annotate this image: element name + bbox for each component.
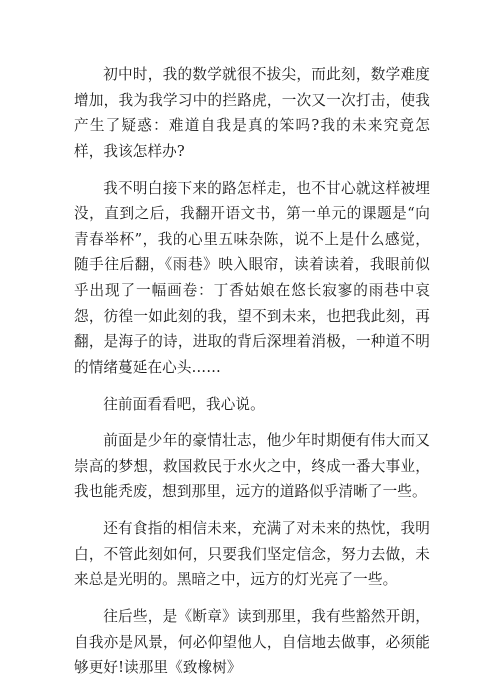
paragraph: 前面是少年的豪情壮志，他少年时期便有伟大而又崇高的梦想，救国救民于水火之中，终成一番大事业，我也能秃废，想到那里，远方的道路似乎清晰了一些。 <box>74 432 430 501</box>
paragraph: 我不明白接下来的路怎样走，也不甘心就这样被埋没，直到之后，我翻开语文书，第一单元的课题是“向青春举杯”，我的心里五味杂陈，说不上是什么感觉，随手往后翻，《雨巷》映入眼帘，读着读着，我眼前似乎出现了一幅画卷：丁香姑娘在悠长寂寥的雨巷中哀怨，彷徨一如此刻的我，望不到未来，也把我此刻，再翻，是海子的诗，进取的背后深埋着消极，一种道不明的情绪蔓延在心头…… <box>74 179 430 376</box>
paragraph: 往后些，是《断章》读到那里，我有些豁然开朗，自我亦是风景，何必仰望他人，自信地去做事，必须能够更好!读那里《致橡树》 <box>74 608 430 677</box>
paragraph: 初中时，我的数学就很不拔尖，而此刻，数学难度增加，我为我学习中的拦路虎，一次又一次打击，使我产生了疑惑：难道自我是真的笨吗?我的未来究竟怎样，我该怎样办? <box>74 66 430 160</box>
document-body <box>74 62 430 681</box>
paragraph: 还有食指的相信未来，充满了对未来的热忱，我明白，不管此刻如何，只要我们坚定信念，努力去做，未来总是光明的。黑暗之中，远方的灯光亮了一些。 <box>74 520 430 589</box>
paragraph: 往前面看看吧，我心说。 <box>103 395 265 413</box>
